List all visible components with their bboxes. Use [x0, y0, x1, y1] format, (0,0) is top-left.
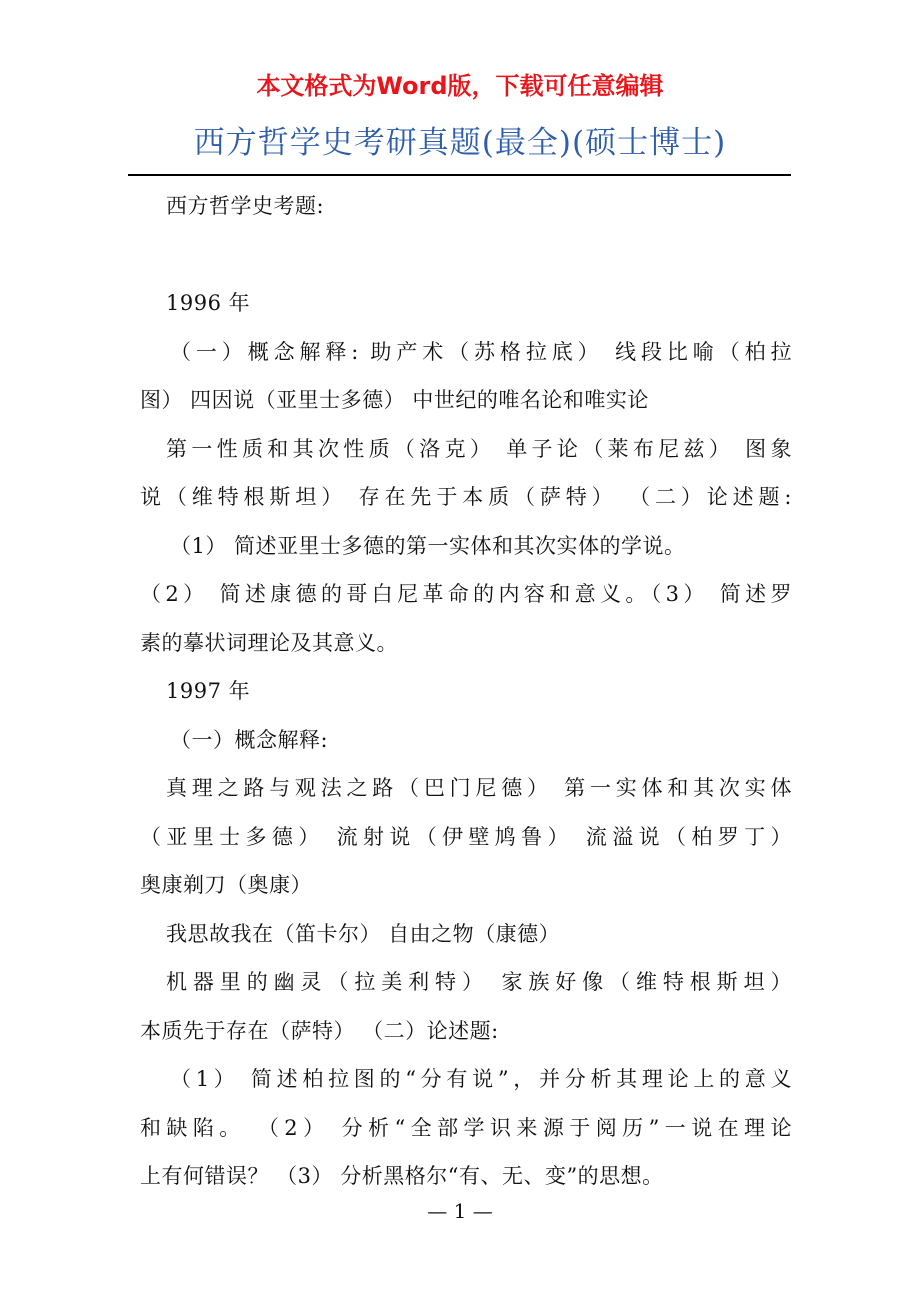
paragraph-line: 素的摹状词理论及其意义。: [140, 630, 398, 655]
paragraph-line: （1） 简述柏拉图的“分有说”，并分析其理论上的意义: [170, 1067, 792, 1091]
paragraph-line: （1） 简述亚里士多德的第一实体和其次实体的学说。: [170, 533, 686, 558]
paragraph-line: （2） 简述康德的哥白尼革命的内容和意义。（3） 简述罗: [140, 582, 792, 606]
page-number: — 1 —: [427, 1199, 493, 1223]
format-notice-banner: 本文格式为Word版，下载可任意编辑: [256, 72, 664, 100]
paragraph-line: 和缺陷。 （2） 分析“全部学识来源于阅历”一说在理论: [140, 1115, 792, 1140]
paragraph-line: 真理之路与观法之路（巴门尼德） 第一实体和其次实体: [166, 776, 792, 800]
document-title: 西方哲学史考研真题(最全)(硕士博士): [193, 125, 727, 161]
paragraph-line: 图） 四因说（亚里士多德） 中世纪的唯名论和唯实论: [140, 388, 649, 412]
paragraph-line: 我思故我在（笛卡尔） 自由之物（康德）: [166, 921, 561, 946]
blank-line: [140, 231, 792, 280]
year-1997-heading: 1997 年: [166, 679, 251, 703]
paragraph-line: 机器里的幽灵（拉美利特） 家族好像（维特根斯坦）: [166, 970, 792, 994]
exam-heading: 西方哲学史考题:: [166, 194, 325, 218]
paragraph-line: 说（维特根斯坦） 存在先于本质（萨特） （二）论述题:: [140, 485, 792, 509]
paragraph-line: （一）概念解释:: [170, 727, 329, 752]
title-divider: [128, 174, 791, 176]
paragraph-line: 奥康剃刀（奥康）: [140, 873, 312, 897]
year-1996-heading: 1996 年: [166, 291, 251, 315]
paragraph-line: （一）概念解释: 助产术（苏格拉底） 线段比喻（柏拉: [170, 339, 792, 364]
paragraph-line: 第一性质和其次性质（洛克） 单子论（莱布尼兹） 图象: [166, 436, 792, 461]
document-body: [140, 182, 792, 1201]
paragraph-line: （亚里士多德） 流射说（伊壁鸠鲁） 流溢说（柏罗丁）: [140, 824, 792, 849]
paragraph-line: 本质先于存在（萨特） （二）论述题:: [140, 1018, 499, 1043]
paragraph-line: 上有何错误？ （3） 分析黑格尔“有、无、变”的思想。: [140, 1164, 664, 1188]
